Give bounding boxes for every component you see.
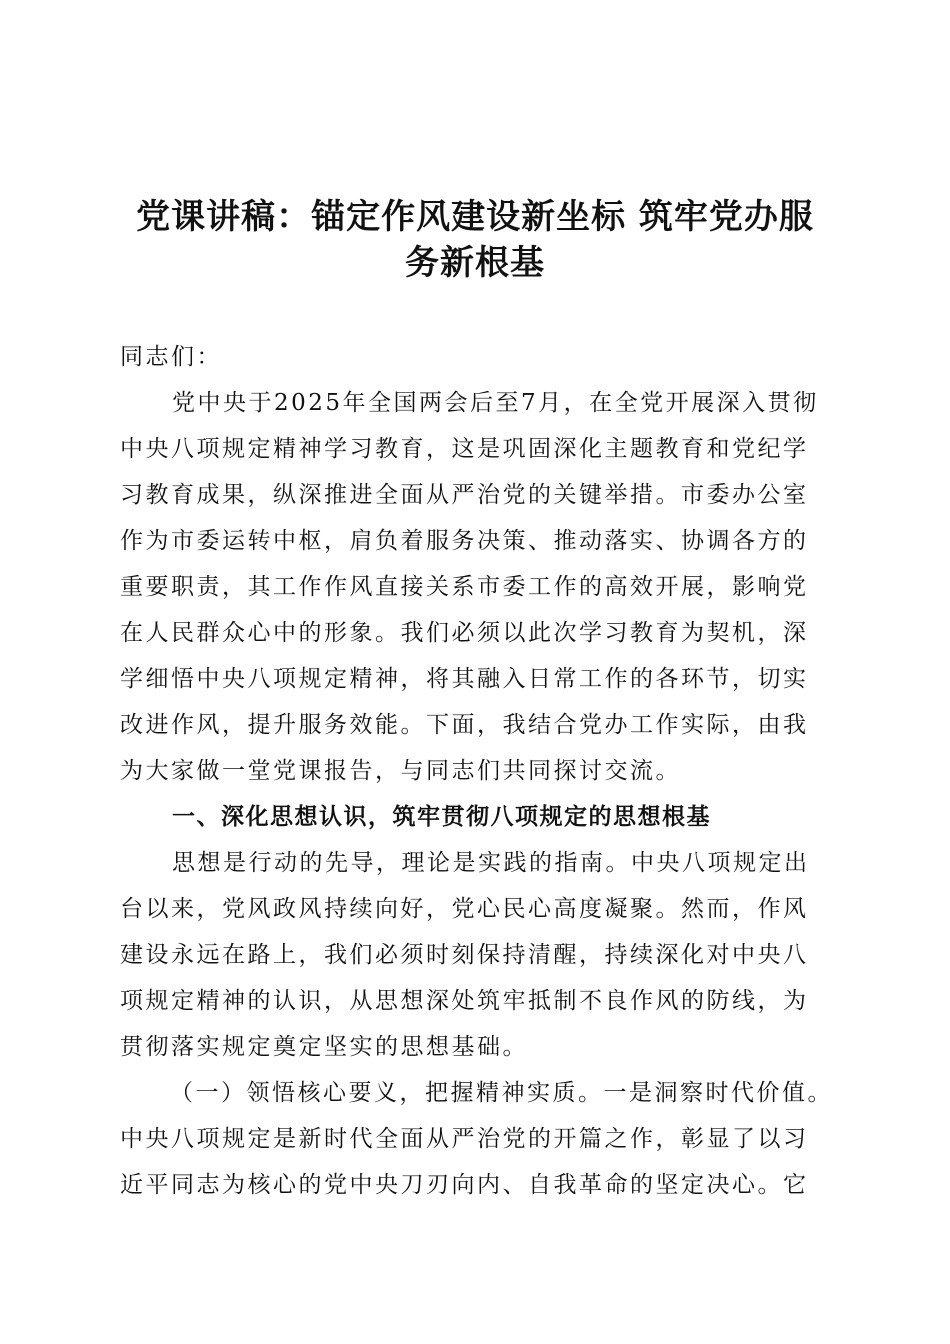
paragraph-line: 台以来，党风政风持续向好，党心民心高度凝聚。然而，作风	[120, 896, 809, 922]
paragraph-line: 为大家做一堂党课报告，与同志们共同探讨交流。	[120, 758, 681, 784]
paragraph-line: 习教育成果，纵深推进全面从严治党的关键举措。市委办公室	[120, 482, 809, 508]
paragraph-line: 作为市委运转中枢，肩负着服务决策、推动落实、协调各方的	[120, 528, 809, 554]
paragraph-line: 近平同志为核心的党中央刀刃向内、自我革命的坚定决心。它	[120, 1172, 809, 1198]
paragraph-line: 项规定精神的认识，从思想深处筑牢抵制不良作风的防线，为	[120, 988, 809, 1014]
paragraph-line: 中央八项规定精神学习教育，这是巩固深化主题教育和党纪学	[120, 436, 809, 462]
paragraph-line: 党中央于2025年全国两会后至7月，在全党开展深入贯彻	[172, 390, 819, 416]
paragraph-subsection1	[120, 1070, 840, 1208]
paragraph-line: 建设永远在路上，我们必须时刻保持清醒，持续深化对中央八	[120, 942, 809, 968]
paragraph-line: 贯彻落实规定奠定坚实的思想基础。	[120, 1034, 528, 1060]
section-heading: 一、深化思想认识，筑牢贯彻八项规定的思想根基	[172, 804, 711, 830]
paragraph-line: 学细悟中央八项规定精神，将其融入日常工作的各环节，切实	[120, 666, 809, 692]
paragraph-line: 思想是行动的先导，理论是实践的指南。中央八项规定出	[172, 850, 810, 876]
paragraph-intro	[120, 380, 840, 794]
paragraph-line: 在人民群众心中的形象。我们必须以此次学习教育为契机，深	[120, 620, 809, 646]
salutation: 同志们：	[120, 344, 222, 370]
paragraph-line: 中央八项规定是新时代全面从严治党的开篇之作，彰显了以习	[120, 1126, 809, 1152]
title-line: 务新根基	[405, 243, 545, 283]
document-body	[120, 334, 840, 1208]
paragraph-section1	[120, 840, 840, 1070]
paragraph-line: 重要职责，其工作作风直接关系市委工作的高效开展，影响党	[120, 574, 809, 600]
paragraph-line: （一）领悟核心要义，把握精神实质。一是洞察时代价值。	[170, 1080, 833, 1106]
document-title	[120, 194, 830, 286]
paragraph-line: 改进作风，提升服务效能。下面，我结合党办工作实际，由我	[120, 712, 809, 738]
title-line: 党课讲稿：锚定作风建设新坐标 筑牢党办服	[136, 197, 814, 237]
